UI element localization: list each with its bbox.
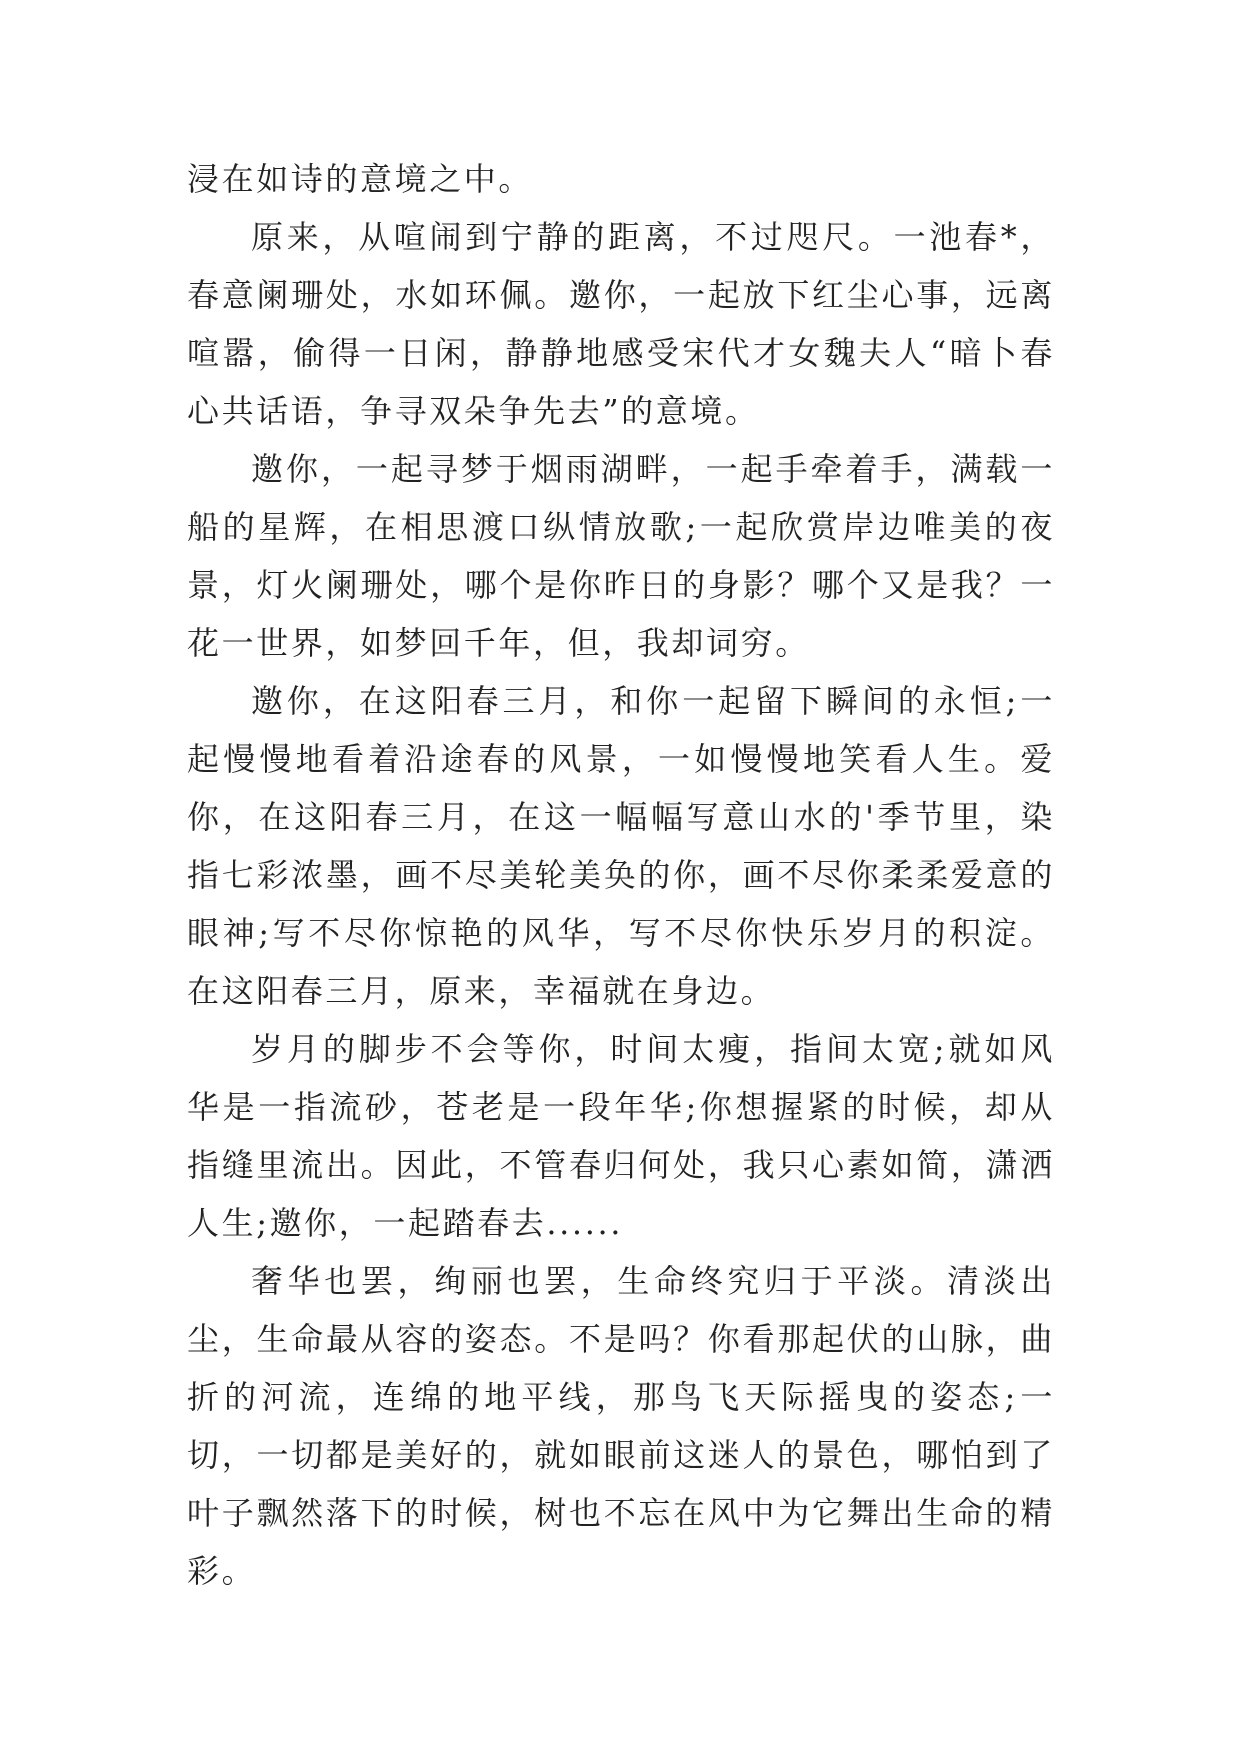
paragraph-4: 邀你，在这阳春三月，和你一起留下瞬间的永恒;一起慢慢地看着沿途春的风景，一如慢慢地笑看人生。爱你，在这阳春三月，在这一幅幅写意山水的'季节里，染指七彩浓墨，画不尽美轮美奂的你，画不尽你柔柔爱意的眼神;写不尽你惊艳的风华，写不尽你快乐岁月的积淀。在这阳春三月，原来，幸福就在身边。 xyxy=(187,682,1055,1010)
document-body xyxy=(187,150,1055,1600)
paragraph-5: 岁月的脚步不会等你，时间太瘦，指间太宽;就如风华是一指流砂，苍老是一段年华;你想握紧的时候，却从指缝里流出。因此，不管春归何处，我只心素如简，潇洒人生;邀你，一起踏春去...... xyxy=(187,1030,1055,1242)
paragraph-6: 奢华也罢，绚丽也罢，生命终究归于平淡。清淡出尘，生命最从容的姿态。不是吗？你看那起伏的山脉，曲折的河流，连绵的地平线，那鸟飞天际摇曳的姿态;一切，一切都是美好的，就如眼前这迷人的景色，哪怕到了叶子飘然落下的时候，树也不忘在风中为它舞出生命的精彩。 xyxy=(187,1262,1055,1590)
paragraph-1: 浸在如诗的意境之中。 xyxy=(187,160,534,198)
paragraph-3: 邀你，一起寻梦于烟雨湖畔，一起手牵着手，满载一船的星辉，在相思渡口纵情放歌;一起欣赏岸边唯美的夜景，灯火阑珊处，哪个是你昨日的身影？哪个又是我？一花一世界，如梦回千年，但，我却词穷。 xyxy=(187,450,1055,662)
paragraph-2: 原来，从喧闹到宁静的距离，不过咫尺。一池春*，春意阑珊处，水如环佩。邀你，一起放下红尘心事，远离喧嚣，偷得一日闲，静静地感受宋代才女魏夫人“暗卜春心共话语，争寻双朵争先去”的意境。 xyxy=(187,218,1055,430)
